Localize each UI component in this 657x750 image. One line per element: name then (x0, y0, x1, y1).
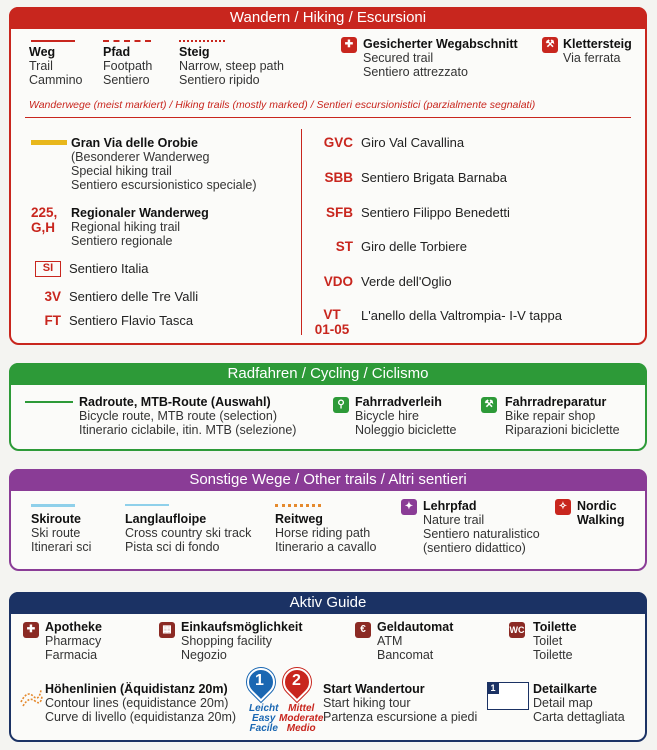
st-code: ST (335, 239, 353, 254)
vdo-code: VDO (323, 274, 353, 289)
langlauf-label: Langlaufloipe Cross country ski track Pista sci di fondo (125, 512, 252, 554)
cycling-header: Radfahren / Cycling / Ciclismo (9, 363, 647, 385)
easy-tour-label: Leicht Easy Facile (249, 703, 279, 734)
aktiv-guide-header: Aktiv Guide (9, 592, 647, 614)
moderate-tour-number: 2 (292, 672, 301, 689)
ski-route-label: Skiroute Ski route Itinerari sci (31, 512, 92, 554)
wrench-icon: ⚒ (481, 397, 497, 413)
contour-lines-icon (19, 684, 43, 708)
einkauf-label: Einkaufsmöglichkeit Shopping facility Negozio (181, 620, 303, 662)
nordic-walking-icon: ✧ (555, 499, 571, 515)
sfb-label: Sentiero Filippo Benedetti (361, 205, 510, 220)
bike-route-line-symbol (25, 401, 73, 403)
detail-map-number: 1 (487, 682, 499, 694)
klettersteig-label: Klettersteig Via ferrata (563, 37, 632, 65)
lehrpfad-label: Lehrpfad Nature trail Sentiero naturalistico (sentiero didattico) (423, 499, 540, 555)
hoehenlinien-label: Höhenlinien (Äquidistanz 20m) Contour lines (equidistance 20m) Curve di livello (equidistanza 20m) (45, 682, 237, 724)
wc-icon: WC (509, 622, 525, 638)
hiking-header: Wandern / Hiking / Escursioni (9, 7, 647, 29)
detailkarte-label: Detailkarte Detail map Carta dettagliata (533, 682, 625, 724)
other-trails-legend (9, 469, 647, 571)
bike-repair-label: Fahrradreparatur Bike repair shop Riparazioni biciclette (505, 395, 620, 437)
weg-label: Weg Trail Cammino (29, 45, 83, 87)
hiker-icon: ✦ (401, 499, 417, 515)
tasca-label: Sentiero Flavio Tasca (69, 313, 194, 328)
steig-line-symbol (179, 40, 225, 42)
vt-label: L'anello della Valtrompia- I-V tappa (361, 308, 562, 323)
pfad-line-symbol (103, 40, 151, 42)
pfad-label: Pfad Footpath Sentiero (103, 45, 153, 87)
gvc-label: Giro Val Cavallina (361, 135, 465, 150)
nordic-walking-label: Nordic Walking (577, 499, 625, 527)
shopping-icon: ▦ (159, 622, 175, 638)
cycling-legend (9, 363, 647, 451)
hiking-column-divider (301, 129, 302, 335)
reitweg-line-symbol (275, 504, 321, 507)
tasca-code: FT (44, 313, 61, 328)
secured-trail-icon: ✚ (341, 37, 357, 53)
vt-code: VT 01-05 (314, 307, 350, 337)
aktiv-guide-legend (9, 592, 647, 742)
apotheke-label: Apotheke Pharmacy Farmacia (45, 620, 102, 662)
toilette-label: Toilette Toilet Toilette (533, 620, 577, 662)
pharmacy-icon: ✚ (23, 622, 39, 638)
orobie-line-symbol (31, 140, 67, 145)
st-label: Giro delle Torbiere (361, 239, 467, 254)
steig-label: Steig Narrow, steep path Sentiero ripido (179, 45, 284, 87)
bicycle-icon: ⚲ (333, 397, 349, 413)
ski-line-symbol (31, 504, 75, 507)
klettersteig-icon: ⚒ (542, 37, 558, 53)
sentiero-italia-label: Sentiero Italia (69, 261, 149, 276)
regional-code: 225, G,H (31, 205, 58, 235)
sentiero-italia-badge: SI (35, 261, 61, 277)
hiking-note: Wanderwege (meist markiert) / Hiking trails (mostly marked) / Sentieri escursionistici (parzialmente segnalati) (29, 99, 536, 111)
gvc-code: GVC (323, 135, 353, 150)
trevalli-code: 3V (44, 289, 61, 304)
vdo-label: Verde dell'Oglio (361, 274, 452, 289)
bike-route-label: Radroute, MTB-Route (Auswahl) Bicycle route, MTB route (selection) Itinerario ciclabile, itin. MTB (selezione) (79, 395, 297, 437)
start-tour-label: Start Wandertour Start hiking tour Partenza escursione a piedi (323, 682, 478, 724)
regional-label: Regionaler Wanderweg Regional hiking trail Sentiero regionale (71, 206, 209, 248)
euro-atm-icon: € (355, 622, 371, 638)
trevalli-label: Sentiero delle Tre Valli (69, 289, 199, 304)
moderate-tour-label: Mittel Moderate Medio (279, 703, 324, 734)
hiking-legend (9, 7, 647, 345)
sfb-code: SFB (326, 205, 353, 220)
weg-line-symbol (31, 40, 75, 42)
sbb-code: SBB (324, 170, 353, 185)
orobie-label: Gran Via delle Orobie (Besonderer Wanderweg Special hiking trail Sentiero escursionistico speciale) (71, 136, 257, 192)
other-trails-header: Sonstige Wege / Other trails / Altri sentieri (9, 469, 647, 491)
hiking-divider (25, 117, 631, 118)
reitweg-label: Reitweg Horse riding path Itinerario a cavallo (275, 512, 377, 554)
sbb-label: Sentiero Brigata Barnaba (361, 170, 507, 185)
bike-hire-label: Fahrradverleih Bicycle hire Noleggio biciclette (355, 395, 457, 437)
langlauf-line-symbol (125, 504, 169, 506)
secured-trail-label: Gesicherter Wegabschnitt Secured trail Sentiero attrezzato (363, 37, 518, 79)
easy-tour-number: 1 (255, 672, 264, 689)
geldautomat-label: Geldautomat ATM Bancomat (377, 620, 454, 662)
